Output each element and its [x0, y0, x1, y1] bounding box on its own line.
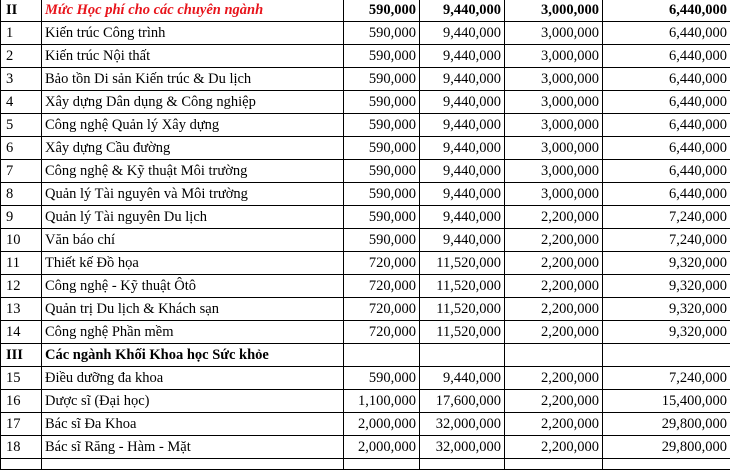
cell-name[interactable]: Xây dựng Dân dụng & Công nghiệp [42, 91, 344, 114]
cell-value-1[interactable]: 2,000,000 [344, 413, 420, 436]
cell-stt[interactable]: 7 [1, 160, 42, 183]
cell-value-3[interactable] [505, 459, 603, 470]
cell-value-1[interactable]: 590,000 [344, 114, 420, 137]
cell-stt[interactable]: 5 [1, 114, 42, 137]
cell-value-1[interactable]: 590,000 [344, 183, 420, 206]
cell-value-4[interactable] [603, 459, 730, 470]
cell-value-4[interactable]: 6,440,000 [603, 45, 730, 68]
cell-value-3[interactable]: 2,200,000 [505, 252, 603, 275]
cell-value-4[interactable]: 9,320,000 [603, 252, 730, 275]
cell-value-2[interactable]: 11,520,000 [420, 321, 505, 344]
cell-value-2[interactable] [420, 459, 505, 470]
cell-name[interactable]: Dược sĩ (Đại học) [42, 390, 344, 413]
cell-value-2[interactable]: 32,000,000 [420, 436, 505, 459]
cell-stt[interactable]: 11 [1, 252, 42, 275]
table-row [1, 68, 730, 91]
cell-value-3[interactable]: 2,200,000 [505, 367, 603, 390]
cell-name[interactable]: Công nghệ - Kỹ thuật Ôtô [42, 275, 344, 298]
cell-stt[interactable]: 9 [1, 206, 42, 229]
cell-value-4[interactable]: 9,320,000 [603, 275, 730, 298]
cell-value-4[interactable]: 7,240,000 [603, 367, 730, 390]
cell-name[interactable]: Bác sĩ Đa Khoa [42, 413, 344, 436]
cell-stt[interactable]: 16 [1, 390, 42, 413]
cell-value-1[interactable]: 590,000 [344, 137, 420, 160]
table-row [1, 275, 730, 298]
section-row-iii [1, 344, 730, 367]
cell-value-3[interactable]: 2,200,000 [505, 229, 603, 252]
cell-value-4[interactable]: 9,320,000 [603, 321, 730, 344]
table-body [1, 0, 730, 470]
table-row [1, 206, 730, 229]
table-row [1, 298, 730, 321]
cell-value-1[interactable]: 720,000 [344, 275, 420, 298]
cell-stt[interactable]: 13 [1, 298, 42, 321]
cell-value-3[interactable]: 2,200,000 [505, 298, 603, 321]
cell-value-2[interactable]: 9,440,000 [420, 0, 505, 22]
cell-value-1[interactable]: 590,000 [344, 91, 420, 114]
cell-name[interactable]: Thiết kế Đồ họa [42, 252, 344, 275]
cell-value-2[interactable]: 9,440,000 [420, 114, 505, 137]
cell-value-3[interactable]: 2,200,000 [505, 206, 603, 229]
cell-value-3[interactable]: 2,200,000 [505, 390, 603, 413]
cell-value-3[interactable]: 3,000,000 [505, 137, 603, 160]
cell-value-3[interactable]: 3,000,000 [505, 114, 603, 137]
cell-stt[interactable]: 2 [1, 45, 42, 68]
cell-value-3[interactable]: 2,200,000 [505, 413, 603, 436]
table-row [1, 183, 730, 206]
cell-stt[interactable]: 8 [1, 183, 42, 206]
table-row [1, 413, 730, 436]
cell-value-2[interactable]: 32,000,000 [420, 413, 505, 436]
table-row [1, 229, 730, 252]
cell-value-4[interactable]: 15,400,000 [603, 390, 730, 413]
cell-value-4[interactable]: 7,240,000 [603, 229, 730, 252]
cell-name[interactable]: Điều dưỡng đa khoa [42, 367, 344, 390]
cell-value-1[interactable]: 590,000 [344, 229, 420, 252]
cell-value-2[interactable] [420, 344, 505, 367]
cell-value-3[interactable]: 3,000,000 [505, 68, 603, 91]
cell-stt[interactable]: 17 [1, 413, 42, 436]
cell-value-4[interactable]: 6,440,000 [603, 0, 730, 22]
cell-name[interactable]: Các ngành Khối Khoa học Sức khỏe [42, 344, 344, 367]
cell-value-4[interactable]: 6,440,000 [603, 68, 730, 91]
cell-value-2[interactable]: 9,440,000 [420, 160, 505, 183]
table-row [1, 367, 730, 390]
cell-name[interactable]: Bác sĩ Răng - Hàm - Mặt [42, 436, 344, 459]
cell-value-1[interactable]: 590,000 [344, 68, 420, 91]
cell-name[interactable]: Kiến trúc Công trình [42, 22, 344, 45]
table-row-partial [1, 459, 730, 470]
cell-value-3[interactable]: 3,000,000 [505, 183, 603, 206]
cell-value-4[interactable]: 6,440,000 [603, 183, 730, 206]
cell-stt[interactable]: 15 [1, 367, 42, 390]
cell-value-3[interactable]: 2,200,000 [505, 275, 603, 298]
cell-name[interactable]: Công nghệ Quản lý Xây dựng [42, 114, 344, 137]
cell-stt[interactable]: 12 [1, 275, 42, 298]
table-row [1, 91, 730, 114]
cell-stt[interactable]: 4 [1, 91, 42, 114]
cell-name[interactable]: Xây dựng Cầu đường [42, 137, 344, 160]
cell-value-1[interactable]: 720,000 [344, 321, 420, 344]
cell-name[interactable] [42, 459, 344, 470]
cell-value-2[interactable]: 9,440,000 [420, 206, 505, 229]
cell-value-4[interactable]: 6,440,000 [603, 137, 730, 160]
cell-value-1[interactable]: 720,000 [344, 298, 420, 321]
cell-value-1[interactable]: 590,000 [344, 160, 420, 183]
cell-value-1[interactable]: 590,000 [344, 367, 420, 390]
cell-value-3[interactable] [505, 344, 603, 367]
section-row-ii [1, 0, 730, 22]
cell-value-3[interactable]: 3,000,000 [505, 91, 603, 114]
cell-value-3[interactable]: 3,000,000 [505, 0, 603, 22]
cell-name[interactable]: Kiến trúc Nội thất [42, 45, 344, 68]
cell-stt[interactable]: 18 [1, 436, 42, 459]
table-row [1, 436, 730, 459]
cell-value-1[interactable] [344, 344, 420, 367]
cell-value-3[interactable]: 3,000,000 [505, 45, 603, 68]
cell-stt[interactable]: 1 [1, 22, 42, 45]
cell-value-4[interactable] [603, 344, 730, 367]
cell-value-1[interactable]: 590,000 [344, 22, 420, 45]
cell-stt[interactable]: III [1, 344, 42, 367]
cell-value-2[interactable]: 11,520,000 [420, 275, 505, 298]
table-row [1, 321, 730, 344]
cell-value-4[interactable]: 9,320,000 [603, 298, 730, 321]
cell-value-2[interactable]: 9,440,000 [420, 22, 505, 45]
cell-name[interactable]: Mức Học phí cho các chuyên ngành [42, 0, 344, 22]
cell-name[interactable]: Quản lý Tài nguyên Du lịch [42, 206, 344, 229]
table-row [1, 160, 730, 183]
cell-stt[interactable] [1, 459, 42, 470]
cell-stt[interactable]: II [1, 0, 42, 22]
cell-value-3[interactable]: 2,200,000 [505, 321, 603, 344]
cell-stt[interactable]: 10 [1, 229, 42, 252]
cell-name[interactable]: Công nghệ Phần mềm [42, 321, 344, 344]
table-row [1, 22, 730, 45]
cell-value-1[interactable]: 1,100,000 [344, 390, 420, 413]
cell-name[interactable]: Bảo tồn Di sản Kiến trúc & Du lịch [42, 68, 344, 91]
cell-value-4[interactable]: 29,800,000 [603, 413, 730, 436]
cell-value-2[interactable]: 9,440,000 [420, 229, 505, 252]
cell-value-3[interactable]: 2,200,000 [505, 436, 603, 459]
table-row [1, 137, 730, 160]
cell-value-4[interactable]: 6,440,000 [603, 160, 730, 183]
cell-name[interactable]: Quản trị Du lịch & Khách sạn [42, 298, 344, 321]
cell-value-2[interactable]: 9,440,000 [420, 183, 505, 206]
cell-value-1[interactable]: 2,000,000 [344, 436, 420, 459]
cell-name[interactable]: Quản lý Tài nguyên và Môi trường [42, 183, 344, 206]
cell-stt[interactable]: 6 [1, 137, 42, 160]
cell-value-1[interactable]: 590,000 [344, 0, 420, 22]
cell-value-4[interactable]: 6,440,000 [603, 114, 730, 137]
cell-value-3[interactable]: 3,000,000 [505, 160, 603, 183]
cell-name[interactable]: Văn báo chí [42, 229, 344, 252]
cell-value-4[interactable]: 6,440,000 [603, 91, 730, 114]
table-row [1, 45, 730, 68]
cell-value-4[interactable]: 29,800,000 [603, 436, 730, 459]
cell-name[interactable]: Công nghệ & Kỹ thuật Môi trường [42, 160, 344, 183]
cell-value-2[interactable]: 9,440,000 [420, 45, 505, 68]
cell-value-2[interactable]: 9,440,000 [420, 91, 505, 114]
cell-value-1[interactable]: 720,000 [344, 252, 420, 275]
cell-value-2[interactable]: 9,440,000 [420, 367, 505, 390]
cell-value-2[interactable]: 11,520,000 [420, 252, 505, 275]
cell-value-2[interactable]: 9,440,000 [420, 137, 505, 160]
cell-value-1[interactable]: 590,000 [344, 45, 420, 68]
cell-value-3[interactable]: 3,000,000 [505, 22, 603, 45]
table-row [1, 114, 730, 137]
table-row [1, 390, 730, 413]
cell-stt[interactable]: 3 [1, 68, 42, 91]
cell-value-1[interactable]: 590,000 [344, 206, 420, 229]
cell-value-2[interactable]: 11,520,000 [420, 298, 505, 321]
cell-value-2[interactable]: 17,600,000 [420, 390, 505, 413]
cell-value-4[interactable]: 6,440,000 [603, 22, 730, 45]
cell-value-2[interactable]: 9,440,000 [420, 68, 505, 91]
cell-value-4[interactable]: 7,240,000 [603, 206, 730, 229]
table-row [1, 252, 730, 275]
cell-stt[interactable]: 14 [1, 321, 42, 344]
cell-value-1[interactable] [344, 459, 420, 470]
